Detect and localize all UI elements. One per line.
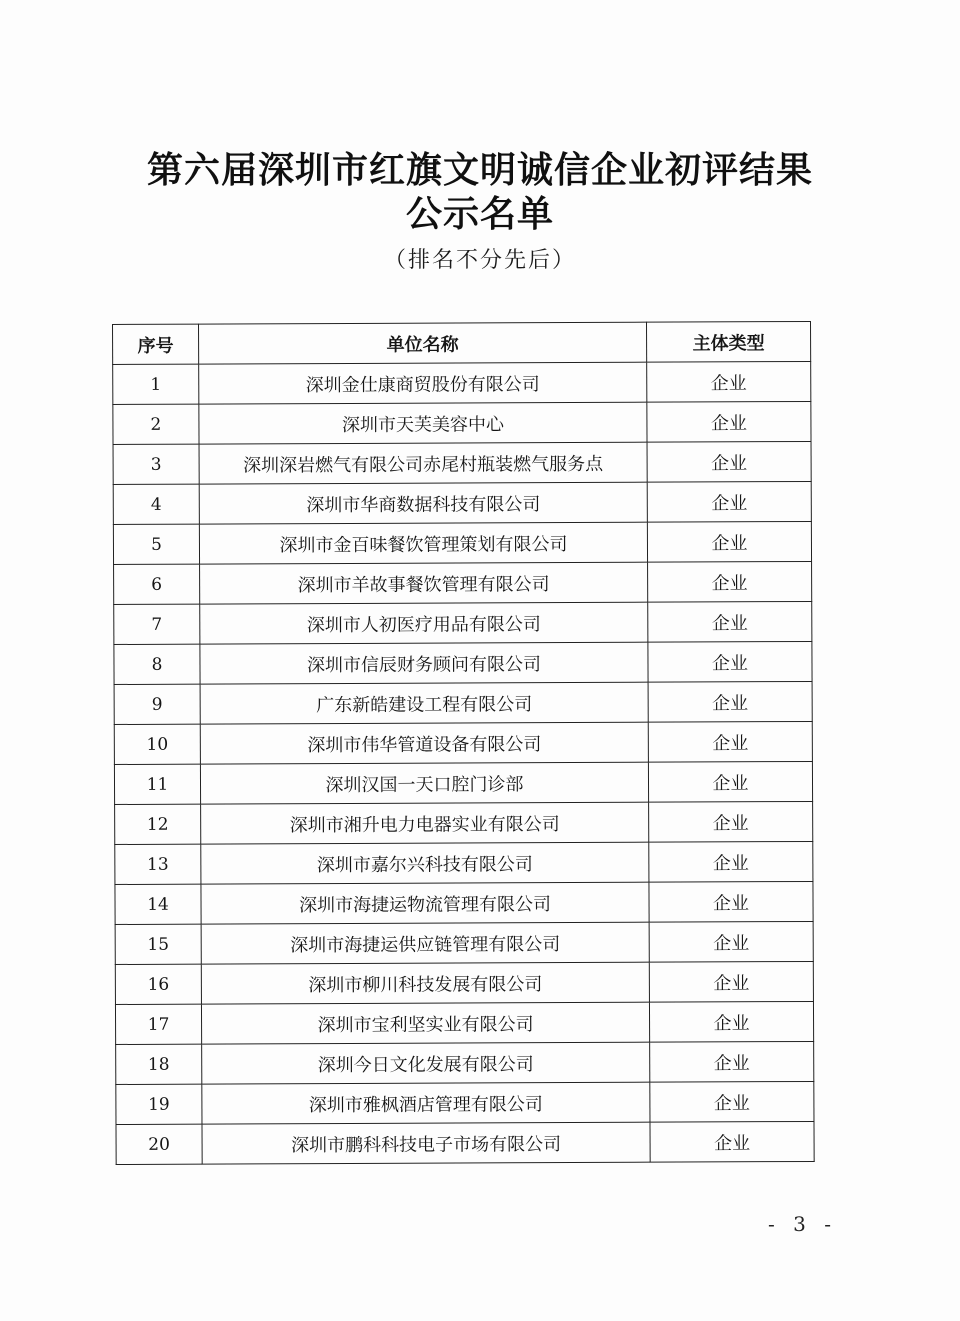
- row-unit-name: 深圳市信辰财务顾问有限公司: [200, 642, 648, 684]
- row-entity-type: 企业: [648, 601, 812, 642]
- table-row: [114, 601, 812, 644]
- row-serial-number: 18: [116, 1044, 202, 1084]
- table-row: [114, 761, 812, 804]
- table-row: [114, 681, 812, 724]
- row-unit-name: 深圳市人初医疗用品有限公司: [200, 602, 648, 644]
- table-row: [113, 481, 811, 524]
- table-row: [115, 841, 813, 884]
- row-unit-name: 深圳市雅枫酒店管理有限公司: [202, 1082, 650, 1124]
- table-row: [115, 801, 813, 844]
- row-entity-type: 企业: [647, 441, 811, 482]
- row-unit-name: 深圳市海捷运物流管理有限公司: [201, 882, 649, 924]
- document-title-line2: 公示名单: [405, 193, 554, 235]
- table-row: [114, 561, 812, 604]
- row-unit-name: 深圳汉国一天口腔门诊部: [200, 762, 648, 804]
- row-unit-name: 深圳市宝利坚实业有限公司: [201, 1002, 649, 1044]
- row-serial-number: 13: [115, 844, 201, 884]
- document-title-line1: 第六届深圳市红旗文明诚信企业初评结果: [146, 149, 813, 191]
- row-serial-number: 8: [114, 644, 200, 684]
- row-unit-name: 广东新皓建设工程有限公司: [200, 682, 648, 724]
- row-serial-number: 9: [114, 684, 200, 724]
- row-entity-type: 企业: [649, 961, 813, 1002]
- table-row: [113, 441, 811, 484]
- table-body: [113, 361, 814, 1164]
- row-serial-number: 2: [113, 404, 199, 444]
- row-unit-name: 深圳市柳川科技发展有限公司: [201, 962, 649, 1004]
- ranking-note: （排名不分先后）: [383, 248, 576, 273]
- table-row: [115, 961, 813, 1004]
- row-entity-type: 企业: [649, 841, 813, 882]
- row-serial-number: 6: [114, 564, 200, 604]
- row-serial-number: 17: [115, 1004, 201, 1044]
- table-row: [115, 1001, 813, 1044]
- row-serial-number: 15: [115, 924, 201, 964]
- page-number: - 3 -: [768, 1212, 837, 1236]
- row-entity-type: 企业: [649, 1001, 813, 1042]
- header-serial-number: 序号: [113, 324, 199, 364]
- row-unit-name: 深圳深岩燃气有限公司赤尾村瓶装燃气服务点: [199, 442, 647, 484]
- row-entity-type: 企业: [647, 521, 811, 562]
- row-entity-type: 企业: [648, 761, 812, 802]
- row-entity-type: 企业: [649, 921, 813, 962]
- table-row: [115, 881, 813, 924]
- row-entity-type: 企业: [650, 1041, 814, 1082]
- row-unit-name: 深圳市金百味餐饮管理策划有限公司: [199, 522, 647, 564]
- row-entity-type: 企业: [648, 641, 812, 682]
- row-serial-number: 1: [113, 364, 199, 404]
- row-entity-type: 企业: [650, 1081, 814, 1122]
- table-row: [113, 361, 811, 404]
- row-unit-name: 深圳市天芙美容中心: [199, 402, 647, 444]
- row-serial-number: 11: [114, 764, 200, 804]
- table-row: [113, 521, 811, 564]
- row-entity-type: 企业: [647, 401, 811, 442]
- company-list-table: [112, 321, 815, 1165]
- row-unit-name: 深圳市华商数据科技有限公司: [199, 482, 647, 524]
- table-row: [116, 1081, 814, 1124]
- row-unit-name: 深圳市伟华管道设备有限公司: [200, 722, 648, 764]
- row-entity-type: 企业: [647, 481, 811, 522]
- header-entity-type: 主体类型: [646, 321, 810, 362]
- company-list-table-container: [112, 321, 814, 1165]
- row-entity-type: 企业: [648, 721, 812, 762]
- row-serial-number: 3: [113, 444, 199, 484]
- row-serial-number: 10: [114, 724, 200, 764]
- row-unit-name: 深圳市嘉尔兴科技有限公司: [201, 842, 649, 884]
- row-serial-number: 7: [114, 604, 200, 644]
- table-row: [113, 401, 811, 444]
- row-serial-number: 16: [115, 964, 201, 1004]
- row-serial-number: 20: [116, 1124, 202, 1164]
- table-row: [114, 641, 812, 684]
- table-header-row: [113, 321, 811, 364]
- row-entity-type: 企业: [649, 801, 813, 842]
- table-row: [116, 1121, 814, 1164]
- row-serial-number: 5: [113, 524, 199, 564]
- row-entity-type: 企业: [648, 561, 812, 602]
- row-unit-name: 深圳市鹏科科技电子市场有限公司: [202, 1122, 650, 1164]
- table-row: [114, 721, 812, 764]
- row-entity-type: 企业: [648, 681, 812, 722]
- row-unit-name: 深圳今日文化发展有限公司: [202, 1042, 650, 1084]
- row-entity-type: 企业: [647, 361, 811, 402]
- table-row: [116, 1041, 814, 1084]
- header-unit-name: 单位名称: [199, 322, 647, 364]
- row-serial-number: 12: [115, 804, 201, 844]
- row-unit-name: 深圳市羊故事餐饮管理有限公司: [200, 562, 648, 604]
- row-unit-name: 深圳市海捷运供应链管理有限公司: [201, 922, 649, 964]
- row-serial-number: 19: [116, 1084, 202, 1124]
- row-entity-type: 企业: [649, 881, 813, 922]
- row-unit-name: 深圳金仕康商贸股份有限公司: [199, 362, 647, 404]
- row-unit-name: 深圳市湘升电力电器实业有限公司: [201, 802, 649, 844]
- row-serial-number: 4: [113, 484, 199, 524]
- row-serial-number: 14: [115, 884, 201, 924]
- row-entity-type: 企业: [650, 1121, 814, 1162]
- table-row: [115, 921, 813, 964]
